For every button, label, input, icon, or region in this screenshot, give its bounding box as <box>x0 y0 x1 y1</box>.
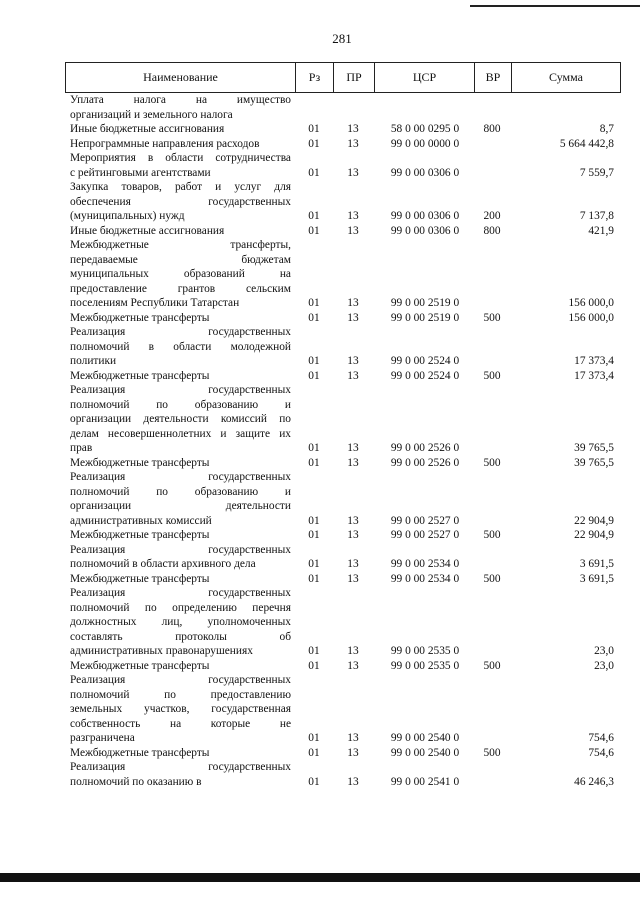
row-name-line: Уплата налога на имущество <box>70 94 291 106</box>
header-csr-label: ЦСР <box>412 70 437 84</box>
row-csr: 99 0 00 2527 0 <box>390 529 460 541</box>
row-name <box>70 238 291 311</box>
row-name <box>70 325 291 369</box>
row-name-line: политики <box>70 355 117 367</box>
row-rz: 01 <box>308 224 320 237</box>
row-name <box>70 659 291 674</box>
row-pr: 13 <box>347 355 359 367</box>
row-name-line: Мероприятия в области сотрудничества <box>70 152 291 164</box>
row-pr: 13 <box>347 558 359 570</box>
row-pr: 13 <box>347 572 359 585</box>
row-sum: 17 373,4 <box>574 369 614 382</box>
row-csr: 99 0 00 2524 0 <box>390 355 460 367</box>
header-csr <box>374 62 475 93</box>
row-rz: 01 <box>308 732 320 744</box>
row-sum: 23,0 <box>594 645 614 657</box>
row-csr: 99 0 00 2524 0 <box>390 369 460 382</box>
row-csr: 99 0 00 2535 0 <box>390 645 460 657</box>
row-name-line: собственность на которые не <box>70 717 291 730</box>
row-name-line: полномочий в области молодежной <box>70 340 291 353</box>
row-vr: 500 <box>483 529 501 541</box>
row-name-line: Иные бюджетные ассигнования <box>70 224 225 237</box>
row-name-line: предоставление грантов сельским <box>70 282 291 295</box>
row-name-line: полномочий в области архивного дела <box>70 558 256 570</box>
row-vr: 500 <box>483 659 501 672</box>
header-name <box>65 62 296 93</box>
row-sum: 5 664 442,8 <box>559 137 614 150</box>
row-name-line: организаций и земельного налога <box>70 108 233 121</box>
row-pr: 13 <box>347 311 359 324</box>
row-name-line: Реализация государственных <box>70 674 291 686</box>
row-rz: 01 <box>308 572 320 585</box>
row-name-line: Закупка товаров, работ и услуг для <box>70 181 291 193</box>
row-sum: 17 373,4 <box>574 355 614 367</box>
row-name-line: Межбюджетные трансферты, <box>70 239 291 251</box>
row-rz: 01 <box>308 355 320 367</box>
row-name <box>70 311 291 326</box>
row-pr: 13 <box>347 369 359 382</box>
row-name-line: полномочий по оказанию в <box>70 775 202 788</box>
header-vr-label: ВР <box>485 70 501 84</box>
header-rz <box>295 62 334 93</box>
row-name-line: составлять протоколы об <box>70 630 291 643</box>
row-rz: 01 <box>308 529 320 541</box>
row-sum: 39 765,5 <box>574 456 614 469</box>
row-sum: 156 000,0 <box>568 311 614 324</box>
row-vr: 500 <box>483 311 501 324</box>
row-csr: 99 0 00 2540 0 <box>390 732 460 744</box>
row-pr: 13 <box>347 659 359 672</box>
header-sum-label: Сумма <box>549 70 583 84</box>
row-name-line: Межбюджетные трансферты <box>70 572 210 585</box>
header-name-label: Наименование <box>143 70 218 84</box>
row-name-line: Иные бюджетные ассигнования <box>70 123 225 135</box>
row-name <box>70 93 291 122</box>
row-rz: 01 <box>308 297 320 309</box>
row-vr: 500 <box>483 746 501 759</box>
row-name-line: поселениям Республики Татарстан <box>70 297 240 309</box>
row-sum: 754,6 <box>588 746 614 759</box>
row-name <box>70 122 291 137</box>
row-pr: 13 <box>347 456 359 469</box>
row-csr: 99 0 00 0306 0 <box>390 210 460 222</box>
row-name <box>70 224 291 239</box>
row-vr: 500 <box>483 572 501 585</box>
row-csr: 99 0 00 2526 0 <box>390 456 460 469</box>
row-rz: 01 <box>308 311 320 324</box>
row-rz: 01 <box>308 775 320 788</box>
row-pr: 13 <box>347 529 359 541</box>
row-name-line: земельных участков, государственная <box>70 703 291 715</box>
row-csr: 99 0 00 2534 0 <box>390 558 460 570</box>
row-name <box>70 572 291 587</box>
row-name-line: передаваемые бюджетам <box>70 253 291 266</box>
row-name-line: Реализация государственных <box>70 384 291 396</box>
row-name-line: Реализация государственных <box>70 761 291 773</box>
row-rz: 01 <box>308 123 320 135</box>
row-name <box>70 383 291 456</box>
row-name-line: разграничена <box>70 732 135 744</box>
row-vr: 200 <box>483 210 501 222</box>
row-csr: 99 0 00 2540 0 <box>390 746 460 759</box>
row-name <box>70 456 291 471</box>
row-name <box>70 528 291 543</box>
row-name-line: Межбюджетные трансферты <box>70 659 210 672</box>
row-name-line: полномочий по предоставлению <box>70 688 291 701</box>
row-name-line: полномочий по определению перечня <box>70 601 291 614</box>
row-name-line: Межбюджетные трансферты <box>70 529 210 541</box>
row-name-line: полномочий по образованию и <box>70 485 291 498</box>
header-rz-label: Рз <box>308 70 321 84</box>
row-name <box>70 760 291 789</box>
row-name <box>70 673 291 746</box>
row-pr: 13 <box>347 645 359 657</box>
row-name-line: Межбюджетные трансферты <box>70 456 210 469</box>
row-name-line: организации деятельности <box>70 500 291 512</box>
row-vr: 800 <box>483 224 501 237</box>
row-rz: 01 <box>308 558 320 570</box>
bottom-scan-bar <box>0 873 640 882</box>
row-sum: 7 559,7 <box>579 166 614 179</box>
row-name-line: Реализация государственных <box>70 587 291 599</box>
row-vr: 500 <box>483 369 501 382</box>
row-name <box>70 746 291 761</box>
row-pr: 13 <box>347 297 359 309</box>
row-csr: 99 0 00 2535 0 <box>390 659 460 672</box>
row-csr: 99 0 00 0306 0 <box>390 224 460 237</box>
row-pr: 13 <box>347 775 359 788</box>
row-vr: 800 <box>483 123 501 135</box>
row-sum: 23,0 <box>594 659 614 672</box>
row-name-line: организации деятельности комиссий по <box>70 413 291 425</box>
row-pr: 13 <box>347 210 359 222</box>
row-csr: 99 0 00 2534 0 <box>390 572 460 585</box>
row-rz: 01 <box>308 456 320 469</box>
row-pr: 13 <box>347 224 359 237</box>
row-csr: 99 0 00 2527 0 <box>390 514 460 527</box>
page-number: 281 <box>332 31 352 46</box>
row-sum: 7 137,8 <box>579 210 614 222</box>
row-name <box>70 151 291 180</box>
header-pr-label: ПР <box>346 70 362 84</box>
row-rz: 01 <box>308 645 320 657</box>
row-name-line: Реализация государственных <box>70 543 291 556</box>
row-name-line: Межбюджетные трансферты <box>70 311 210 324</box>
row-csr: 99 0 00 2526 0 <box>390 442 460 454</box>
header-vr <box>474 62 512 93</box>
row-name <box>70 369 291 384</box>
row-name-line: Межбюджетные трансферты <box>70 369 210 382</box>
row-name <box>70 137 291 152</box>
row-pr: 13 <box>347 137 359 150</box>
row-name-line: Реализация государственных <box>70 471 291 483</box>
row-rz: 01 <box>308 659 320 672</box>
row-sum: 3 691,5 <box>579 558 614 570</box>
header-pr <box>333 62 375 93</box>
row-name-line: (муниципальных) нужд <box>70 210 185 222</box>
row-name-line: с рейтинговыми агентствами <box>70 166 211 179</box>
row-sum: 421,9 <box>588 224 614 237</box>
row-rz: 01 <box>308 137 320 150</box>
row-name-line: обеспечения государственных <box>70 195 291 208</box>
header-sum <box>511 62 621 93</box>
row-sum: 8,7 <box>599 123 614 135</box>
row-csr: 99 0 00 2519 0 <box>390 311 460 324</box>
row-csr: 58 0 00 0295 0 <box>390 123 460 135</box>
row-name <box>70 470 291 528</box>
row-sum: 22 904,9 <box>574 529 614 541</box>
row-name <box>70 586 291 659</box>
row-name-line: административных комиссий <box>70 514 212 527</box>
row-csr: 99 0 00 2519 0 <box>390 297 460 309</box>
row-sum: 754,6 <box>588 732 614 744</box>
row-name-line: Межбюджетные трансферты <box>70 746 210 759</box>
row-pr: 13 <box>347 166 359 179</box>
row-name-line: административных правонарушениях <box>70 645 253 657</box>
row-name-line: должностных лиц, уполномоченных <box>70 616 291 628</box>
row-pr: 13 <box>347 442 359 454</box>
row-pr: 13 <box>347 123 359 135</box>
row-rz: 01 <box>308 514 320 527</box>
row-sum: 39 765,5 <box>574 442 614 454</box>
row-csr: 99 0 00 0306 0 <box>390 166 460 179</box>
row-rz: 01 <box>308 442 320 454</box>
row-pr: 13 <box>347 746 359 759</box>
row-sum: 22 904,9 <box>574 514 614 527</box>
row-sum: 46 246,3 <box>574 775 614 788</box>
row-rz: 01 <box>308 210 320 222</box>
row-name <box>70 180 291 224</box>
row-sum: 156 000,0 <box>568 297 614 309</box>
row-name-line: Непрограммные направления расходов <box>70 137 260 150</box>
row-csr: 99 0 00 2541 0 <box>390 775 460 788</box>
row-name-line: делам несовершеннолетних и защите их <box>70 427 291 440</box>
row-rz: 01 <box>308 746 320 759</box>
row-rz: 01 <box>308 369 320 382</box>
row-pr: 13 <box>347 514 359 527</box>
row-name-line: прав <box>70 442 93 454</box>
row-vr: 500 <box>483 456 501 469</box>
row-name-line: муниципальных образований на <box>70 268 291 280</box>
row-name-line: Реализация государственных <box>70 326 291 338</box>
row-name-line: полномочий по образованию и <box>70 398 291 411</box>
row-pr: 13 <box>347 732 359 744</box>
row-name <box>70 543 291 572</box>
row-csr: 99 0 00 0000 0 <box>390 137 460 150</box>
row-rz: 01 <box>308 166 320 179</box>
row-sum: 3 691,5 <box>579 572 614 585</box>
